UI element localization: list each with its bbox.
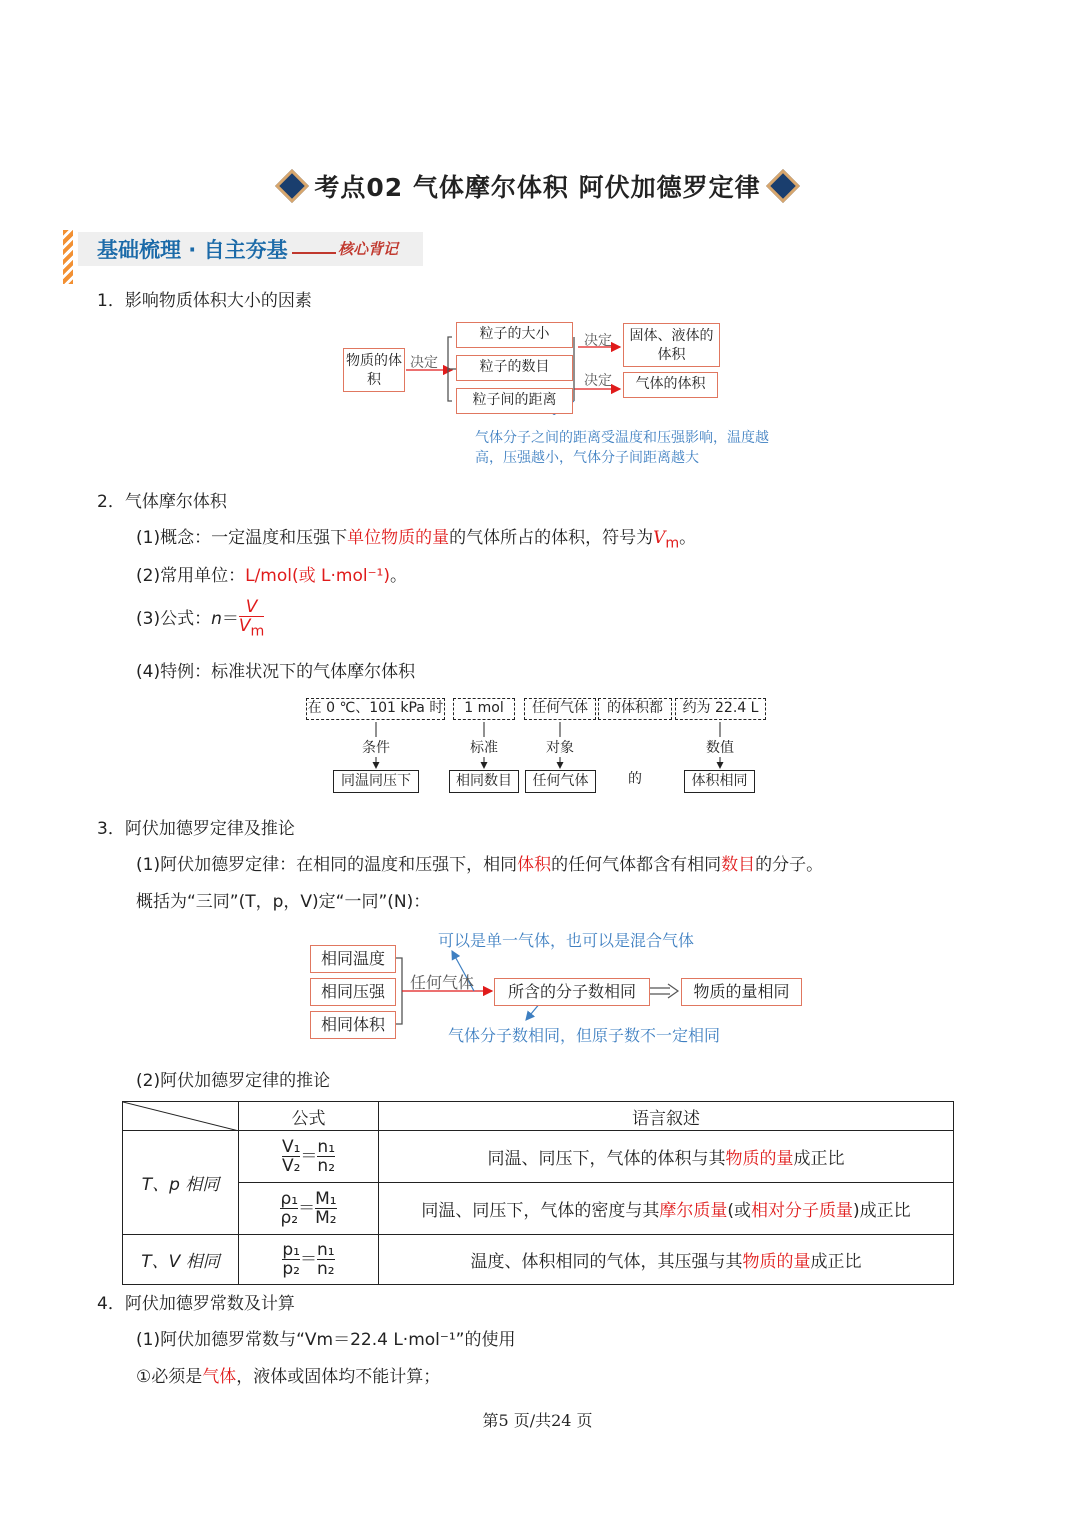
section-4-heading: 4．阿伏加德罗常数及计算 [97,1294,295,1314]
same-pressure-box: 相同压强 [310,978,396,1006]
inference-heading: (2)阿伏加德罗定律的推论 [136,1071,331,1091]
group-t-p: T、p 相同 [123,1131,239,1235]
atom-count-note: 气体分子数相同，但原子数不一定相同 [448,1026,721,1045]
avogadro-law-line: (1)阿伏加德罗定律：在相同的温度和压强下，相同体积的任何气体都含有相同数目的分子。 [136,855,824,875]
amount-same-box: 物质的量相同 [681,978,802,1006]
same-number-box: 相同数目 [449,770,519,793]
constant-usage-line: (1)阿伏加德罗常数与“Vm＝22.4 L·mol⁻¹”的使用 [136,1330,516,1350]
header-statement: 语言叙述 [379,1102,954,1131]
same-temperature-box: 相同温度 [310,945,396,973]
statement-cell: 同温、同压下，气体的体积与其物质的量成正比 [379,1131,954,1183]
any-gas-box: 任何气体 [525,770,596,793]
page-number: 第5 页/共24 页 [482,1411,593,1430]
banner-stripe [63,230,73,284]
solid-liquid-volume-box: 固体、液体的体积 [623,323,720,367]
label-standard: 标准 [468,737,500,757]
diamond-icon [766,169,800,203]
factor-particle-distance: 粒子间的距离 [456,388,573,414]
volume-all-box: 的体积都 [598,698,672,720]
factor-particle-number: 粒子的数目 [456,355,573,381]
section-3-heading: 3．阿伏加德罗定律及推论 [97,819,295,839]
formula-cell: $\frac{\text{p₁}}{\text{p₂}}$ ＝ $\frac{\text{n₁}}{\text{n₂}}$ [239,1235,379,1285]
inference-table [122,1101,954,1285]
mixed-gas-note: 可以是单一气体，也可以是混合气体 [438,931,695,950]
concept-line: (1)概念：一定温度和压强下单位物质的量的气体所占的体积，符号为$V_m$。 [136,528,697,552]
same-temp-pressure-box: 同温同压下 [333,770,419,793]
label-condition: 条件 [360,737,392,757]
banner-dash [292,252,336,254]
diamond-icon [275,169,309,203]
matter-volume-box: 物质的体积 [343,348,405,392]
diagonal-line [123,1102,239,1131]
de-char: 的 [628,771,642,787]
formula-line: (3)公式：n＝ $\frac{V}{V_m}$ [136,597,265,640]
banner-subtitle: 核心背记 [338,240,399,258]
decide-label: 决定 [410,355,438,371]
factor-particle-size: 粒子的大小 [456,322,573,348]
special-case-line: (4)特例：标准状况下的气体摩尔体积 [136,662,416,682]
group-t-v: T、V 相同 [123,1235,239,1285]
decide-label: 决定 [584,373,612,389]
statement-cell: 同温、同压下，气体的密度与其摩尔质量(或相对分子质量)成正比 [379,1183,954,1235]
gas-volume-box: 气体的体积 [623,372,718,398]
object-box: 任何气体 [524,698,596,720]
section-2-heading: 2．气体摩尔体积 [97,492,227,512]
summary-line: 概括为“三同”(T，p，V)定“一同”(N)： [136,892,431,912]
gas-distance-note: 气体分子之间的距离受温度和压强影响，温度越高，压强越小，气体分子间距离越大 [475,430,769,466]
gas-only-line: ①必须是气体，液体或固体均不能计算； [136,1367,441,1387]
header-formula: 公式 [239,1102,379,1131]
condition-box: 在 0 ℃、101 kPa 时 [306,698,445,720]
page-title [0,168,1075,204]
banner-heading: 基础梳理 · 自主夯基 [97,238,288,262]
formula-cell: $\frac{\text{V₁}}{\text{V₂}}$ ＝ $\frac{\text{n₁}}{\text{n₂}}$ [239,1131,379,1183]
same-volume-box: 相同体积 [310,1011,396,1039]
section-1-heading: 1．影响物质体积大小的因素 [97,291,312,311]
any-gas-label: 任何气体 [410,973,475,992]
molecule-count-box: 所含的分子数相同 [494,978,650,1006]
title-text: 考点02 气体摩尔体积 阿伏加德罗定律 [314,173,761,202]
formula-cell: $\frac{\text{ρ₁}}{\text{ρ₂}}$ ＝ $\frac{\text{M₁}}{\text{M₂}}$ [239,1183,379,1235]
amount-box: 1 mol [453,698,515,720]
label-value: 数值 [704,737,736,757]
unit-line: (2)常用单位：L/mol(或 L·mol⁻¹)。 [136,566,407,586]
same-volume-box: 体积相同 [684,770,755,793]
table-corner [123,1102,239,1131]
statement-cell: 温度、体积相同的气体，其压强与其物质的量成正比 [379,1235,954,1285]
label-object: 对象 [544,737,576,757]
value-box: 约为 22.4 L [675,698,766,720]
decide-label: 决定 [584,333,612,349]
